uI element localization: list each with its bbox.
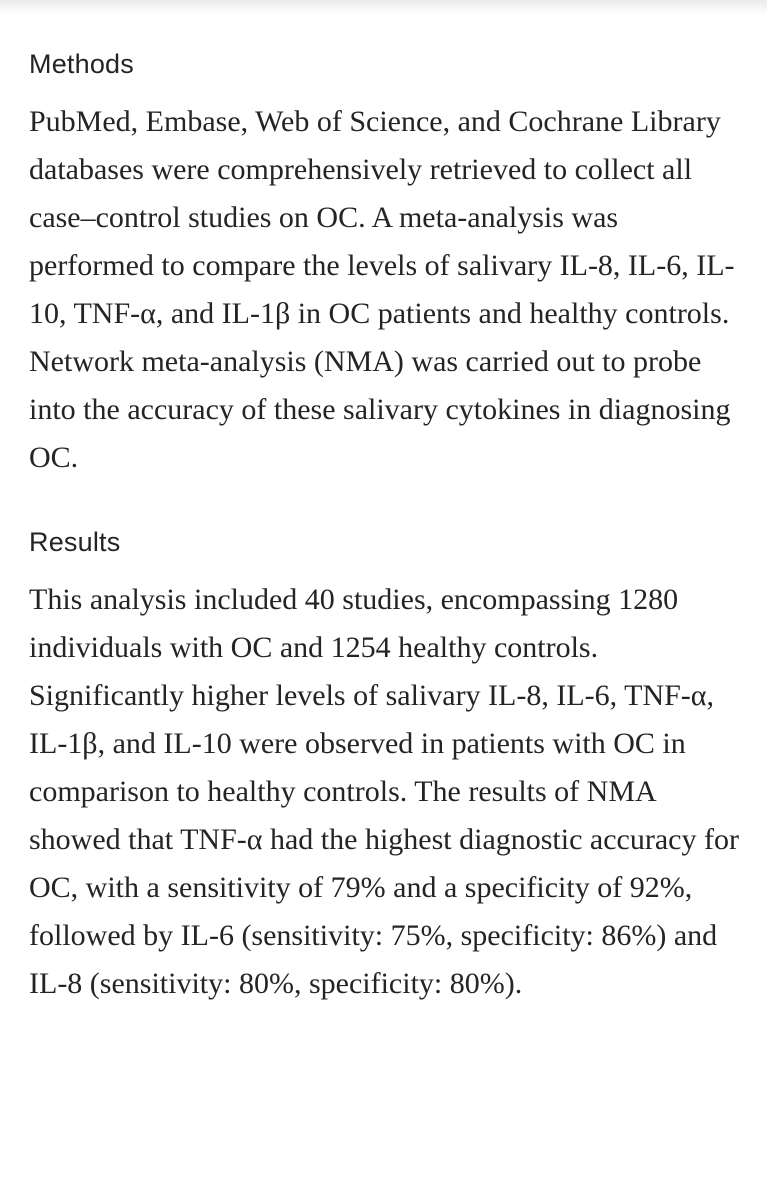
methods-body: PubMed, Embase, Web of Science, and Cochrane Library databases were comprehensively retrieved to collect all case–control studies on OC. A meta-analysis was performed to compare the levels of salivary IL-8, IL-6, IL-10, TNF-α, and IL-1β in OC patients and healthy controls. Network meta-analysis (NMA) was carried out to probe into the accuracy of these salivary cytokines in diagnosing OC. <box>29 105 735 474</box>
results-body: This analysis included 40 studies, encompassing 1280 individuals with OC and 1254 healthy controls. Significantly higher levels of salivary IL-8, IL-6, TNF-α, IL-1β, and IL-10 were observed in patients with OC in comparison to healthy controls. The results of NMA showed that TNF-α had the highest diagnostic accuracy for OC, with a sensitivity of 79% and a specificity of 92%, followed by IL-6 (sensitivity: 75%, specificity: 86%) and IL-8 (sensitivity: 80%, specificity: 80%). <box>29 583 739 1000</box>
article-content <box>29 44 749 1008</box>
results-heading: Results <box>29 527 121 557</box>
results-section <box>29 522 749 1008</box>
top-scroll-shadow <box>0 0 767 14</box>
methods-heading: Methods <box>29 49 134 79</box>
methods-section <box>29 44 749 482</box>
